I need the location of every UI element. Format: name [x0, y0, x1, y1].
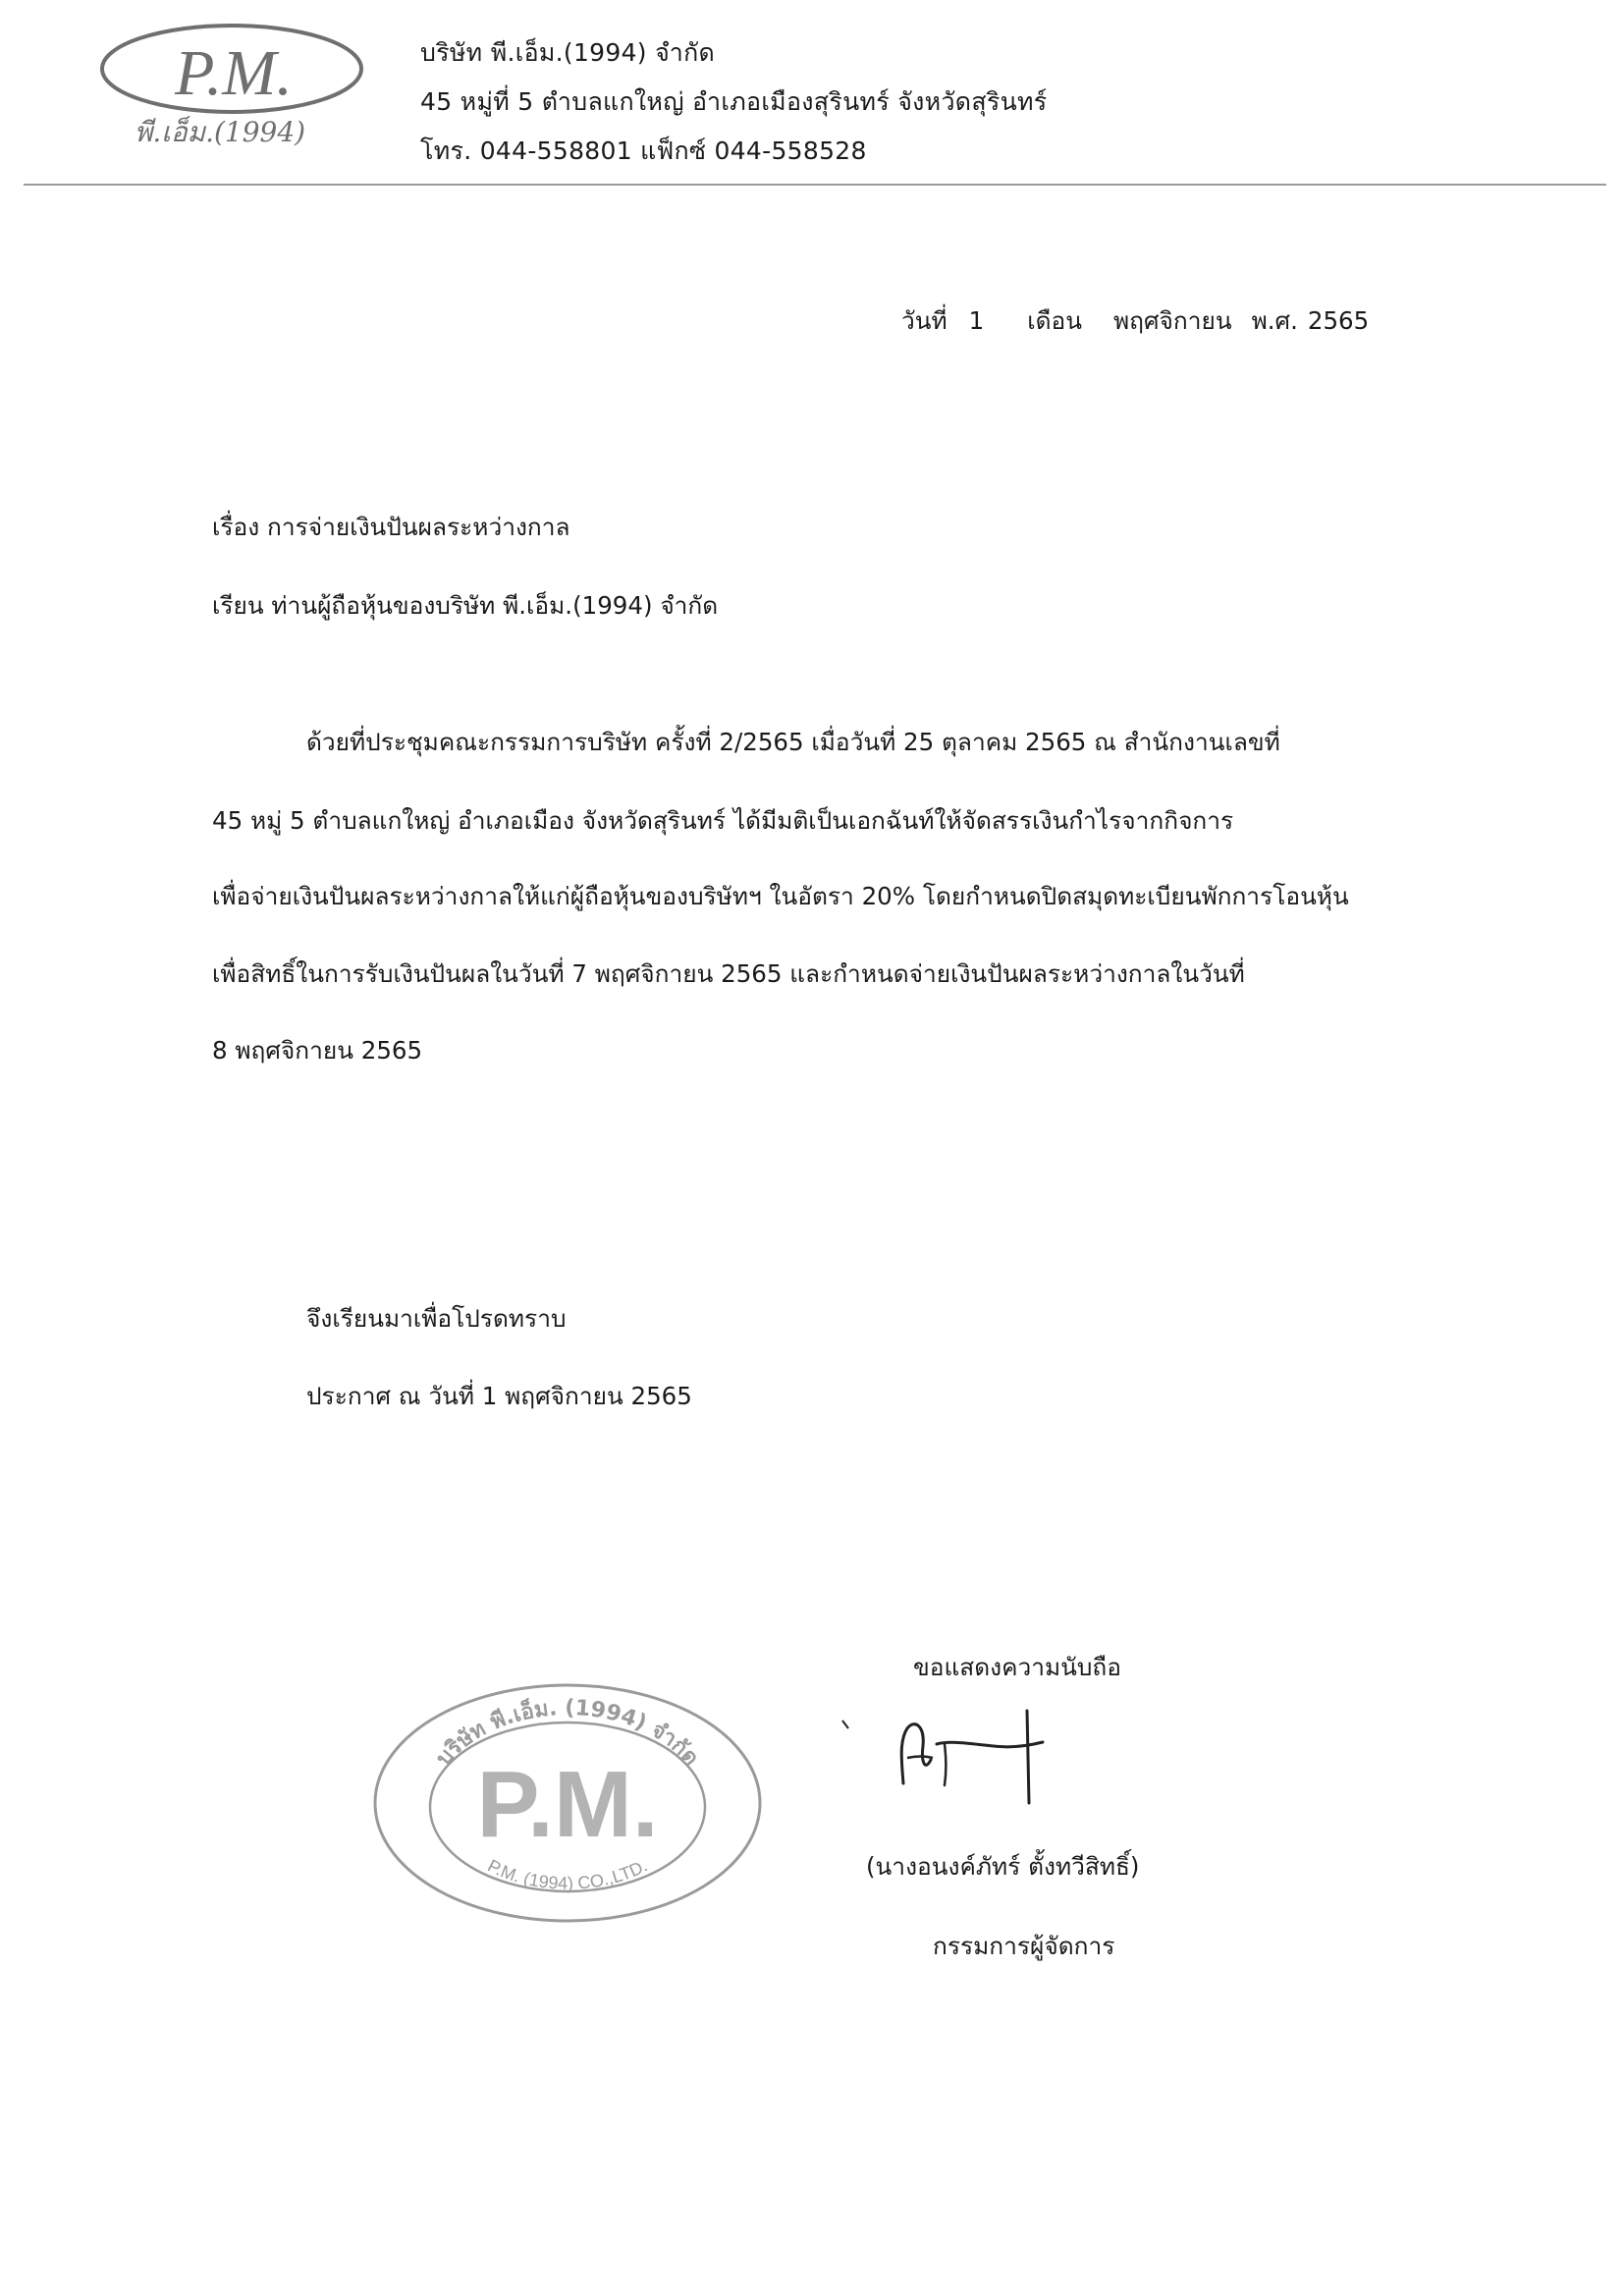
date-month-label: เดือน	[1027, 306, 1082, 335]
closing-line: จึงเรียนมาเพื่อโปรดทราบ	[306, 1304, 567, 1333]
signatory-name: (นางอนงค์ภัทร์ ตั้งทวีสิทธิ์)	[866, 1852, 1140, 1881]
body-line: เพื่อสิทธิ์ในการรับเงินปันผลในวันที่ 7 พฤศจิกายน 2565 และกำหนดจ่ายเงินปันผลระหว่างกาลในวันที่	[212, 959, 1245, 988]
header-divider	[24, 184, 1606, 186]
signature	[835, 1701, 1110, 1819]
body-line: ด้วยที่ประชุมคณะกรรมการบริษัท ครั้งที่ 2/2565 เมื่อวันที่ 25 ตุลาคม 2565 ณ สำนักงานเลขที่	[306, 728, 1280, 756]
body-line: 8 พฤศจิกายน 2565	[212, 1036, 423, 1065]
date-day: 1	[968, 306, 985, 335]
stamp-bottom-text: P.M. (1994) CO.,LTD.	[484, 1855, 651, 1893]
logo-subtext: พี.เอ็ม.(1994)	[134, 116, 306, 148]
body-line: 45 หมู่ 5 ตำบลแกใหญ่ อำเภอเมือง จังหวัดสุรินทร์ ได้มีมติเป็นเอกฉันท์ให้จัดสรรเงินกำไรจากกิจการ	[212, 806, 1234, 835]
company-stamp	[371, 1679, 764, 1925]
company-logo	[98, 22, 365, 155]
subject-line: เรื่อง การจ่ายเงินปันผลระหว่างกาล	[212, 513, 570, 541]
date-day-label: วันที่	[901, 306, 947, 335]
date-year: 2565	[1307, 306, 1370, 335]
svg-text:P.M. (1994) CO.,LTD.	[485, 1855, 651, 1892]
announcement-line: ประกาศ ณ วันที่ 1 พฤศจิกายน 2565	[306, 1382, 692, 1410]
company-contact: โทร. 044-558801 แฟ็กซ์ 044-558528	[420, 137, 867, 165]
logo-text: P.M.	[175, 37, 293, 109]
signatory-position: กรรมการผู้จัดการ	[933, 1932, 1115, 1960]
salutation-line: เรียน ท่านผู้ถือหุ้นของบริษัท พี.เอ็ม.(1994) จำกัด	[212, 591, 719, 620]
stamp-top-text: บริษัท พี.เอ็ม. (1994) จำกัด	[431, 1695, 704, 1771]
body-line: เพื่อจ่ายเงินปันผลระหว่างกาลให้แก่ผู้ถือหุ้นของบริษัทฯ ในอัตรา 20% โดยกำหนดปิดสมุดทะเบียนพักการโอนหุ้น	[212, 882, 1349, 910]
regards-line: ขอแสดงความนับถือ	[913, 1653, 1121, 1681]
stamp-center-text: P.M.	[476, 1752, 659, 1857]
date-line	[901, 301, 1369, 340]
date-month: พฤศจิกายน	[1113, 306, 1232, 335]
company-address: 45 หมู่ที่ 5 ตำบลแกใหญ่ อำเภอเมืองสุรินทร์ จังหวัดสุรินทร์	[420, 87, 1048, 116]
date-year-label: พ.ศ.	[1251, 306, 1298, 335]
company-name: บริษัท พี.เอ็ม.(1994) จำกัด	[420, 38, 716, 67]
